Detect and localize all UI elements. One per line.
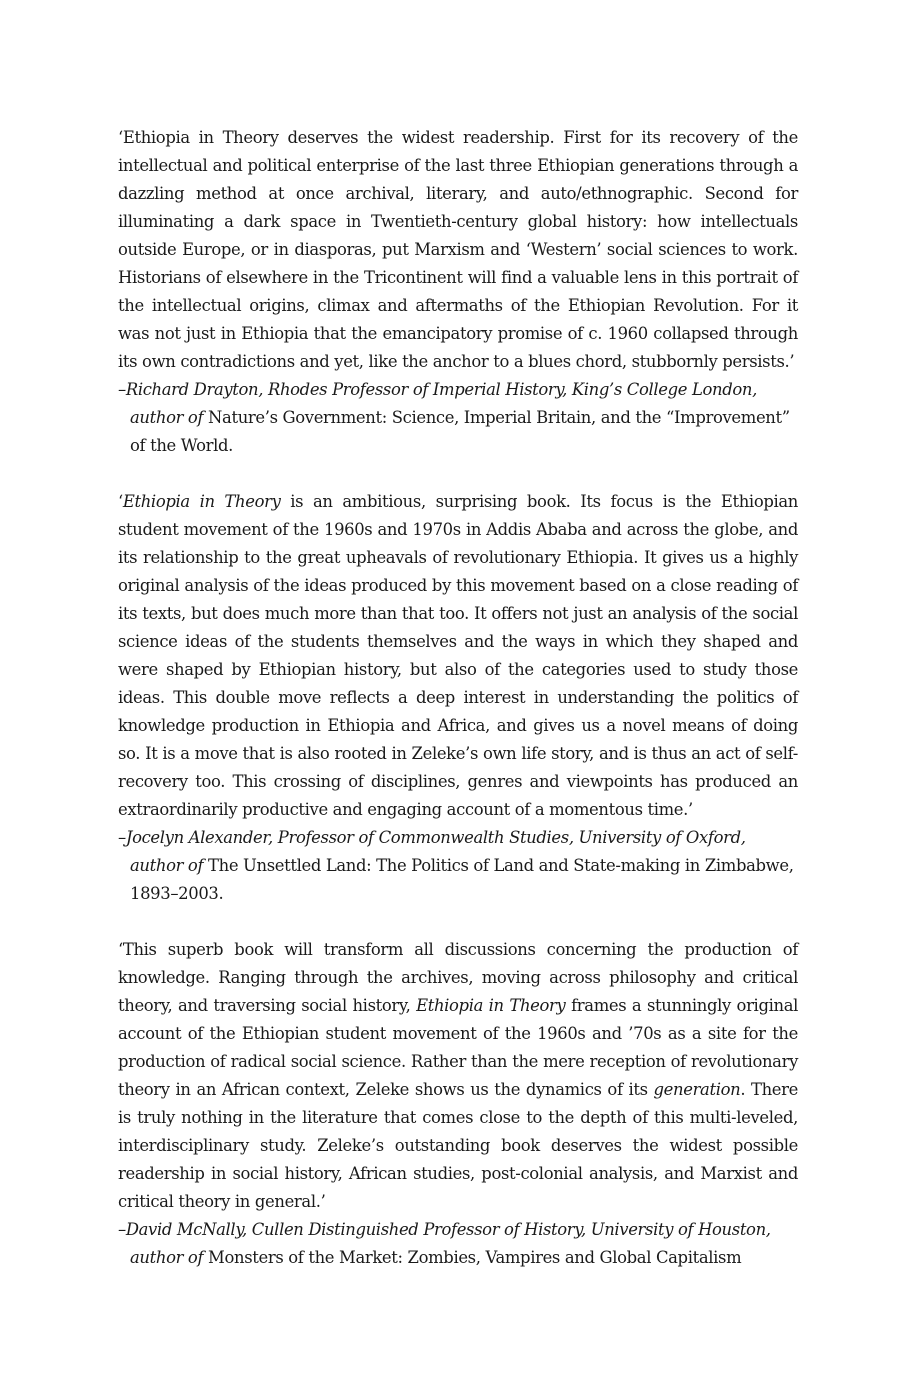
author-credit: –David McNally, Cullen Distinguished Professor of History, University of Houston, author of bbox=[118, 1220, 771, 1267]
book-title: Monsters of the Market: Zombies, Vampires and Global Capitalism bbox=[208, 1248, 742, 1267]
endorsement-quote bbox=[118, 488, 798, 824]
endorsement-2 bbox=[118, 488, 798, 908]
book-title: The Unsettled Land: The Politics of Land and State-making in Zimbabwe, 1893–2003. bbox=[130, 856, 794, 903]
endorsement-1 bbox=[118, 124, 798, 460]
quote-text: frames a stunningly original account of the Ethiopian student movement of the 1960s and ’70s as a site for the production of radical social science. Rather than the mere reception of revolutionary theory in an African context, Zeleke shows us the dynamics of its bbox=[118, 996, 799, 1099]
endorsements-page bbox=[118, 124, 798, 1272]
quote-text: ‘This superb book will transform all discussions concerning the production of knowledge. Ranging through the archives, moving across philosophy and critical theory, and traversing social history, bbox=[118, 940, 798, 1015]
quoted-book-title: Ethiopia in Theory bbox=[416, 996, 566, 1015]
author-credit: –Jocelyn Alexander, Professor of Commonwealth Studies, University of Oxford, author of bbox=[118, 828, 746, 875]
endorsement-attribution bbox=[118, 824, 798, 908]
endorsement-quote bbox=[118, 936, 798, 1216]
endorsement-3 bbox=[118, 936, 798, 1272]
quote-text: is an ambitious, surprising book. Its focus is the Ethiopian student movement of the 1960s and 1970s in Addis Ababa and across the globe, and its relationship to the great upheavals of revolutionary Ethiopia. It gives us a highly original analysis of the ideas produced by this movement based on a close reading of its texts, but does much more than that too. It offers not just an analysis of the social science ideas of the students themselves and the ways in which they shaped and were shaped by Ethiopian history, but also of the categories used to study those ideas. This double move reflects a deep interest in understanding the politics of knowledge production in Ethiopia and Africa, and gives us a novel means of doing so. It is a move that is also rooted in Zeleke’s own life story, and is thus an act of self-recovery too. This crossing of disciplines, genres and viewpoints has produced an extraordinarily productive and engaging account of a momentous time.’ bbox=[118, 492, 799, 819]
quote-open-mark: ‘ bbox=[118, 492, 123, 511]
endorsement-attribution bbox=[118, 376, 798, 460]
book-title: Nature’s Government: Science, Imperial Britain, and the “Improvement” of the World. bbox=[130, 408, 790, 455]
quoted-book-title: Ethiopia in Theory bbox=[122, 492, 281, 511]
emphasized-word: generation bbox=[653, 1080, 741, 1099]
endorsement-attribution bbox=[118, 1216, 798, 1272]
quote-text: . There is truly nothing in the literature that comes close to the depth of this multi-leveled, interdisciplinary study. Zeleke’s outstanding book deserves the widest possible readership in social history, African studies, post-colonial analysis, and Marxist and critical theory in general.’ bbox=[118, 1080, 798, 1211]
author-credit: –Richard Drayton, Rhodes Professor of Imperial History, King’s College London, author of bbox=[118, 380, 757, 427]
endorsement-quote: ‘Ethiopia in Theory deserves the widest readership. First for its recovery of the intellectual and political enterprise of the last three Ethiopian generations through a dazzling method at once archival, literary, and auto/ethnographic. Second for illuminating a dark space in Twentieth-century global history: how intellectuals outside Europe, or in diasporas, put Marxism and ‘Western’ social sciences to work. Historians of elsewhere in the Tricontinent will find a valuable lens in this portrait of the intellectual origins, climax and aftermaths of the Ethiopian Revolution. For it was not just in Ethiopia that the emancipatory promise of c. 1960 collapsed through its own contradictions and yet, like the anchor to a blues chord, stubbornly persists.’ bbox=[118, 128, 798, 371]
